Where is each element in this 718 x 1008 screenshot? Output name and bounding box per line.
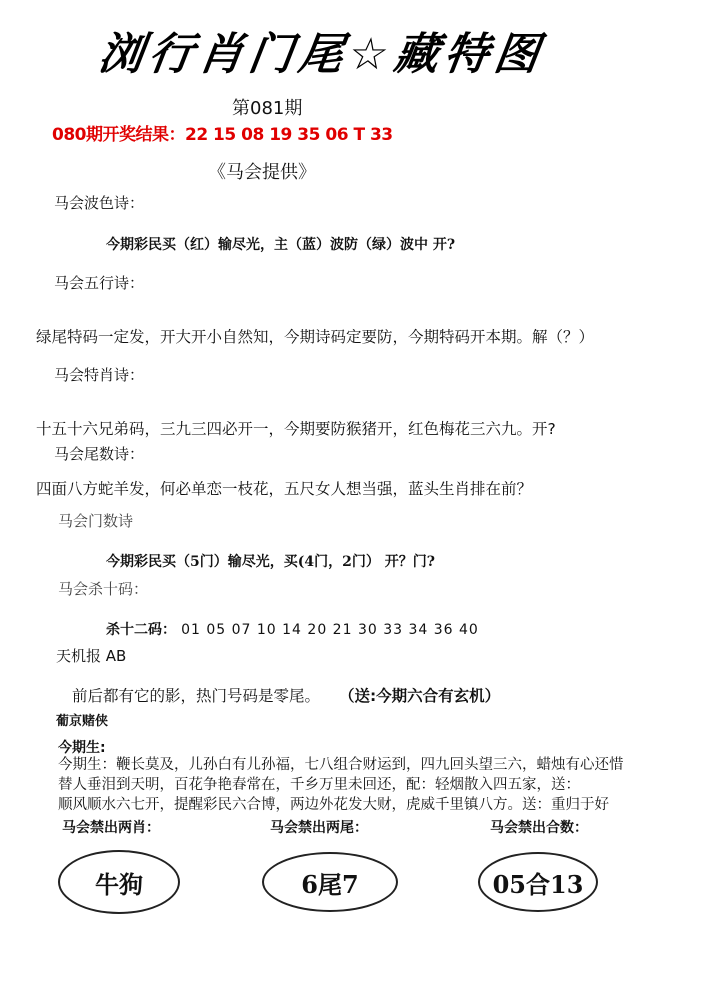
page-title: 浏行肖门尾☆藏特图 — [95, 29, 549, 80]
kill-numbers: 01 05 07 10 14 20 21 30 33 34 36 40 — [181, 622, 479, 638]
kill-prefix: 杀十二码： — [106, 622, 176, 638]
zodiac-poem-label: 马会特肖诗： — [54, 366, 145, 384]
zodiac-poem-text: 十五十六兄弟码，三九三四必开一，今期要防猴猪开，红色梅花三六九。开? — [36, 420, 556, 438]
tianji-label: 天机报 AB — [56, 647, 127, 665]
tail-poem-label: 马会尾数诗： — [54, 445, 145, 463]
today-line: 今期生：鞭长莫及，儿孙白有儿孙福，七八组合财运到，四九回头望三六，蜡烛有心还惜 — [58, 757, 624, 773]
kill-row — [106, 619, 479, 639]
gambler-label: 葡京赌侠 — [56, 714, 109, 729]
today-label: 今期生: — [58, 740, 106, 756]
ban-tail-value: 6尾7 — [262, 852, 398, 912]
ban-zodiac-label: 马会禁出两肖： — [62, 820, 160, 836]
tianji-text: 前后都有它的影，热门号码是零尾。 — [72, 687, 321, 705]
ban-zodiac-value: 牛狗 — [58, 850, 180, 914]
issue-number: 第081期 — [232, 98, 303, 119]
ban-tail-label: 马会禁出两尾： — [270, 820, 368, 836]
ban-sum-value: 05合13 — [478, 852, 598, 912]
tail-poem-text: 四面八方蛇羊发，何必单恋一枝花，五尺女人想当强，蓝头生肖排在前？ — [36, 480, 533, 498]
ban-sum-label: 马会禁出合数： — [490, 820, 588, 836]
kill-label: 马会杀十码： — [58, 580, 149, 598]
today-line: 顺风顺水六七开，提醒彩民六合博，两边外花发大财，虎威千里镇八方。送：重归于好 — [58, 797, 609, 813]
door-poem-text: 今期彩民买（5门）输尽光，买(4门，2门） 开？门? — [106, 554, 435, 570]
today-line: 替人垂泪到天明，百花争艳春常在，千乡万里未回还，配：轻烟散入四五家，送： — [58, 777, 580, 793]
provider: 《马会提供》 — [208, 162, 316, 183]
tianji-extra: （送:今期六合有玄机） — [338, 687, 501, 705]
wave-poem-text: 今期彩民买（红）输尽光，主（蓝）波防（绿）波中 开? — [106, 237, 456, 253]
wave-poem-label: 马会波色诗： — [54, 194, 145, 212]
previous-result: 080期开奖结果：22 15 08 19 35 06 T 33 — [52, 125, 393, 145]
today-lines — [58, 755, 624, 815]
five-elements-label: 马会五行诗： — [54, 274, 145, 292]
door-poem-label: 马会门数诗 — [58, 512, 134, 530]
five-elements-text: 绿尾特码一定发，开大开小自然知，今期诗码定要防，今期特码开本期。解（？） — [36, 328, 595, 346]
tianji-row — [72, 684, 500, 706]
